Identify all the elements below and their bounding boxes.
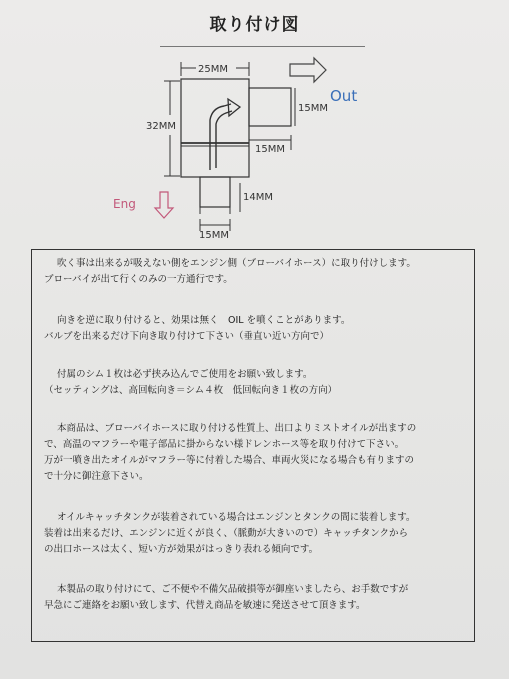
valve-body <box>181 79 249 177</box>
inlet-pipe <box>200 177 230 207</box>
notice-line: 吹く事は出来るが吸えない側をエンジン側（ブローバイホース）に取り付けします。 <box>57 258 416 269</box>
dim-outlet-width: 15MM <box>255 144 285 155</box>
dim-height: 32MM <box>146 121 176 132</box>
notice-paragraph-4 <box>44 421 474 485</box>
notice-line: 装着は出来るだけ、エンジンに近くが良く、（脈動が大きいので）キャッチタンクから <box>44 528 409 539</box>
page-title: 取り付け図 <box>209 15 300 35</box>
out-arrow-icon <box>290 58 326 82</box>
dim-outlet-height: 15MM <box>298 103 328 114</box>
notice-line: で十分に御注意下さい。 <box>44 471 149 482</box>
notice-line: 万が一噴き出たオイルがマフラー等に付着した場合、車両火災になる場合も有りますの <box>44 455 415 466</box>
notice-paragraph-6 <box>44 582 474 614</box>
notice-line: （セッティングは、高回転向き＝シム４枚 低回転向き１枚の方向） <box>44 385 338 396</box>
notice-line: 向きを逆に取り付けると、効果は無く OIL を噴くことがあります。 <box>57 315 351 326</box>
flow-path <box>210 104 231 170</box>
installation-diagram <box>0 0 509 245</box>
flow-path <box>216 111 232 168</box>
dim-inlet-width: 15MM <box>199 230 229 241</box>
notice-line: オイルキャッチタンクが装着されている場合はエンジンとタンクの間に装着します。 <box>57 512 416 523</box>
out-label: Out <box>330 87 358 105</box>
notice-line: ブローバイが出て行くのみの一方通行です。 <box>44 274 233 285</box>
notice-line: 本商品は、ブローバイホースに取り付ける性質上、出口よりミストオイルが出ますの <box>57 423 417 434</box>
notice-paragraph-1 <box>44 256 474 288</box>
notice-line: バルブを出来るだけ下向き取り付けて下さい（垂直い近い方向で） <box>44 331 330 342</box>
notice-line: 付属のシム１枚は必ず挟み込んでご使用をお願い致します。 <box>57 369 313 380</box>
dim-top-width: 25MM <box>198 64 228 75</box>
flow-arrowhead <box>228 99 240 116</box>
notice-line: 早急にご連絡をお願い致します、代替え商品を敏速に発送させて頂きます。 <box>44 600 366 611</box>
notice-paragraph-5 <box>44 510 474 558</box>
eng-label: Eng <box>113 197 136 211</box>
outlet-pipe <box>249 88 291 126</box>
notice-paragraph-2 <box>44 313 474 345</box>
notice-paragraph-3 <box>44 367 474 399</box>
notice-line: 本製品の取り付けにて、ご不便や不備欠品破損等が御座いましたら、お手数ですが <box>57 584 409 595</box>
notice-line: で、高温のマフラーや電子部品に掛からない様ドレンホース等を取り付けて下さい。 <box>44 439 405 450</box>
eng-arrow-icon <box>155 192 173 218</box>
notice-line: の出口ホースは太く、短い方が効果がはっきり表れる傾向です。 <box>44 544 319 555</box>
dim-inlet-height: 14MM <box>243 192 273 203</box>
